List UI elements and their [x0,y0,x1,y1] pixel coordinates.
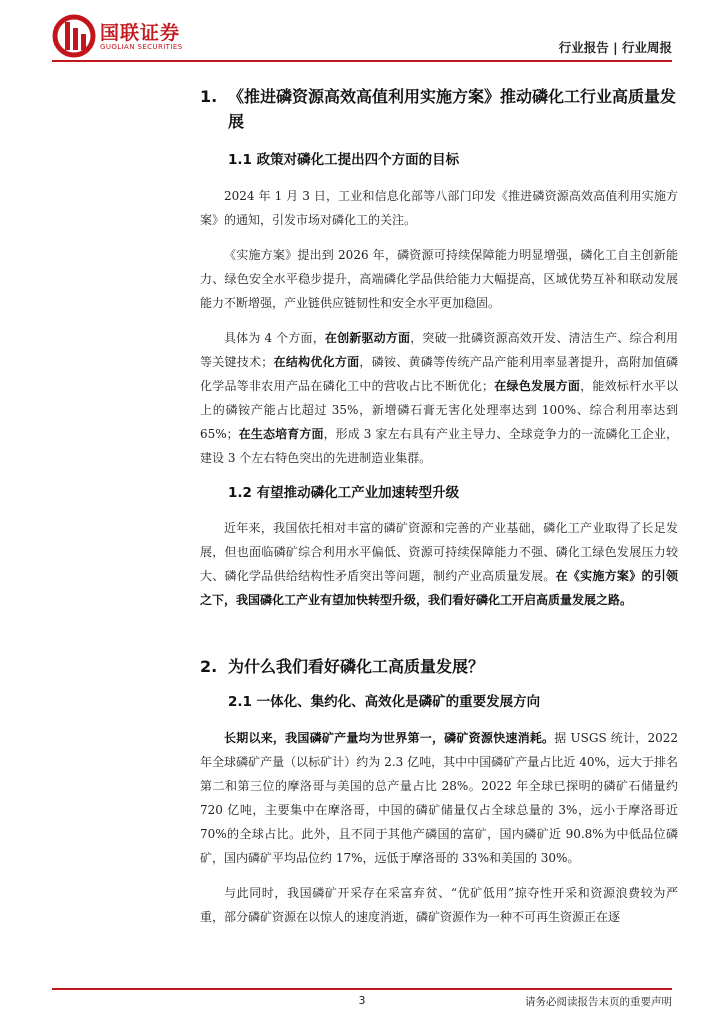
logo-chinese-name: 国联证券 [100,22,181,44]
text-run: 近年来，我国依托相对丰富的磷矿资源和完善的产业基础，磷化工产业取得了长足发展，但也面临磷矿综合利用水平偏低、资源可持续保障能力不强、磷化工绿色发展压力较大、磷化学品供给结构性矛盾突出等问题，制约产业高质量发展。 [200,521,678,583]
bold-run: 在生态培育方面 [238,427,324,441]
text-run: 据 USGS 统计，2022 年全球磷矿产量（以标矿计）约为 2.3 亿吨，其中中国磷矿产量占比近 40%，远大于排名第二和第三位的摩洛哥与美国的总产量占比 28%。2022 年全球已探明的磷矿石储量约 720 亿吨，主要集中在摩洛哥，中国的磷矿储量仅占全球总量的 3%，远小于摩洛哥近 70%的全球占比。此外，且不同于其他产磷国的富矿，国内磷矿近 90.8%为中低品位磷矿，国内磷矿平均品位约 17%，远低于摩洛哥的 33%和美国的 30%。 [200,731,678,865]
main-content [200,84,678,929]
paragraph-transformation [200,516,678,612]
bold-run: 在《实施方案》的引领之下，我国磷化工产业有望加快转型升级，我们看好磷化工开启高质量发展之路。 [200,569,678,607]
logo-english-name: GUOLIAN SECURITIES [100,43,183,51]
bold-run: 在绿色发展方面 [494,379,581,393]
page-footer [52,988,672,1012]
section-2-heading [200,654,678,679]
subsection-1-2-heading: 1.2 有望推动磷化工产业加速转型升级 [228,485,460,501]
subsection-1-1-heading: 1.1 政策对磷化工提出四个方面的目标 [228,152,460,168]
text-run: ，能效标杆水平以上的磷铵产能占比超过 35%，新增磷石膏无害化处理率达到 100%、综合利用率达到 65%； [200,379,678,441]
report-type-label: 行业报告 | 行业周报 [558,40,672,55]
bold-run: 长期以来，我国磷矿产量均为世界第一，磷矿资源快速消耗。 [224,731,555,745]
paragraph-four-aspects [200,326,678,470]
section-1-title: 《推进磷资源高效高值利用实施方案》推动磷化工行业高质量发展 [228,87,677,131]
text-run: ，形成 3 家左右具有产业主导力、全球竞争力的一流磷化工企业，建设 3 个左右特色突出的先进制造业集群。 [200,427,678,465]
paragraph-phosphate-output [200,726,678,870]
paragraph-resource-waste: 与此同时，我国磷矿开采存在采富弃贫、“优矿低用”掠夺性开采和资源浪费较为严重，部分磷矿资源在以惊人的速度消逝，磷矿资源作为一种不可再生资源正在逐 [200,886,678,924]
page-number: 3 [358,994,366,1007]
bold-run: 在创新驱动方面 [324,331,411,345]
section-2-title: 为什么我们看好磷化工高质量发展？ [228,657,485,676]
bold-run: 在结构优化方面 [273,355,360,369]
section-1-number: 1. [200,87,218,106]
header-divider [52,60,672,62]
text-run: ，磷铵、黄磷等传统产品产能利用率显著提升，高附加值磷化学品等非农用产品在磷化工中的营收占比不断优化； [200,355,678,393]
disclaimer-note: 请务必阅读报告末页的重要声明 [525,996,672,1008]
text-run: ，突破一批磷资源高效开发、清洁生产、综合利用等关键技术； [200,331,678,369]
company-logo [52,14,192,60]
subsection-2-1-heading: 2.1 一体化、集约化、高效化是磷矿的重要发展方向 [228,694,541,710]
page-header [0,0,724,80]
section-1-heading [200,84,678,134]
paragraph-policy-release: 2024 年 1 月 3 日，工业和信息化部等八部门印发《推进磷资源高效高值利用实施方案》的通知，引发市场对磷化工的关注。 [200,189,678,227]
section-2-number: 2. [200,657,218,676]
text-run: 具体为 4 个方面， [224,331,325,345]
paragraph-2026-targets: 《实施方案》提出到 2026 年，磷资源可持续保障能力明显增强，磷化工自主创新能力、绿色安全水平稳步提升，高端磷化学品供给能力大幅提高，区域优势互补和联动发展能力不断增强，产业链供应链韧性和安全水平更加稳固。 [200,248,678,310]
guolian-logo-icon [52,14,96,58]
footer-divider [52,988,672,990]
